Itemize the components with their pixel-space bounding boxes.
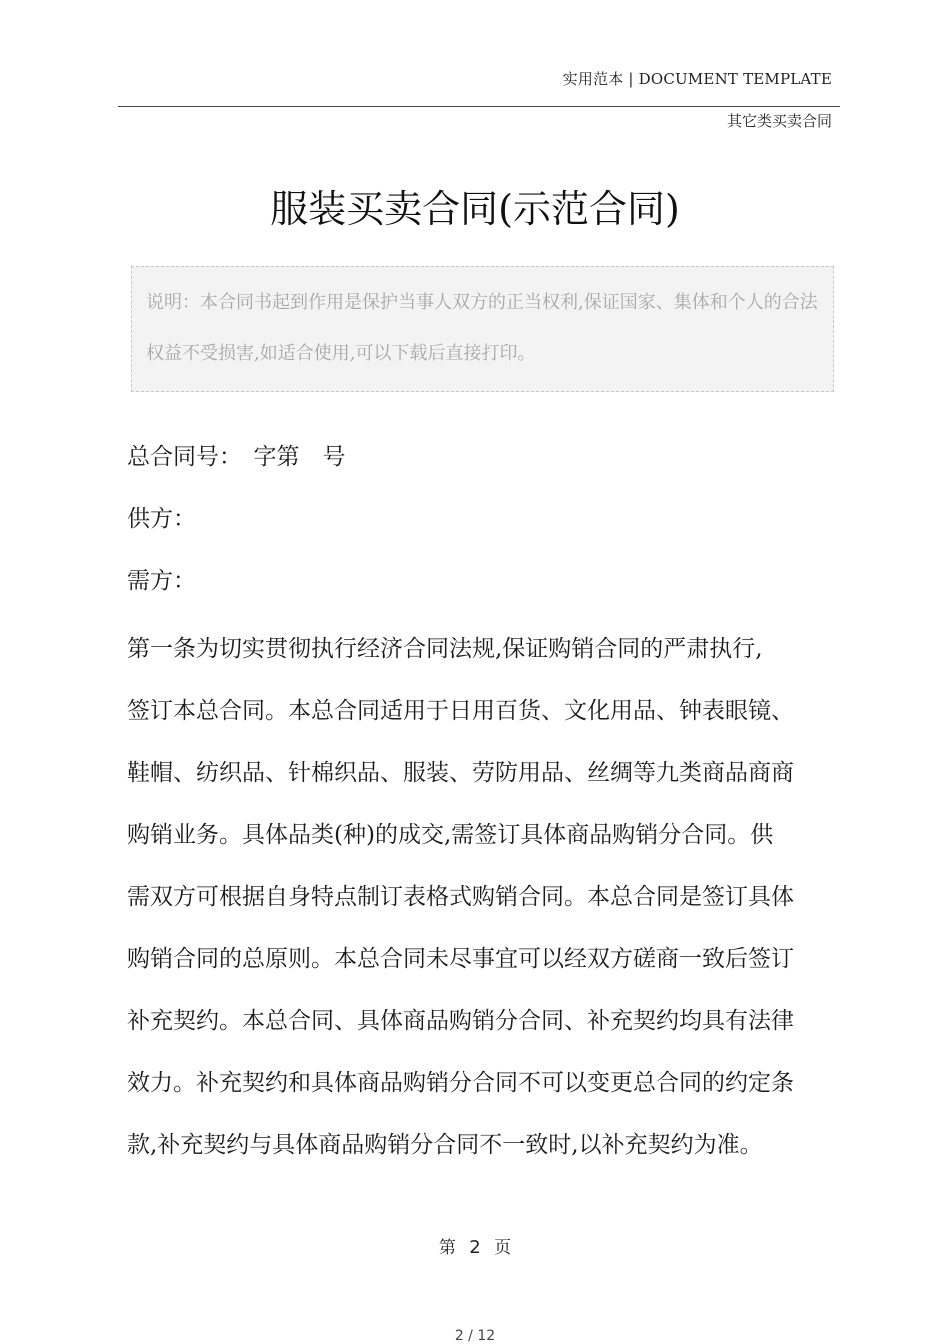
note-box bbox=[131, 266, 834, 392]
page-suffix: 页 bbox=[494, 1238, 512, 1258]
clause-line: 第一条为切实贯彻执行经济合同法规,保证购销合同的严肃执行, bbox=[127, 636, 763, 662]
clause-line: 签订本总合同。本总合同适用于日用百货、文化用品、钟表眼镜、 bbox=[127, 698, 794, 724]
header-brand: 实用范本 | DOCUMENT TEMPLATE bbox=[562, 70, 832, 88]
document-title: 服装买卖合同(示范合同) bbox=[270, 187, 680, 231]
supplier-field: 供方： bbox=[127, 506, 196, 532]
page-number-value: 2 bbox=[469, 1237, 481, 1258]
clause-line: 款,补充契约与具体商品购销分合同不一致时,以补充契约为准。 bbox=[127, 1132, 763, 1158]
page-prefix: 第 bbox=[438, 1238, 456, 1258]
clause-line: 效力。补充契约和具体商品购销分合同不可以变更总合同的约定条 bbox=[127, 1070, 794, 1096]
clause-line: 鞋帽、纺织品、针棉织品、服装、劳防用品、丝绸等九类商品商商 bbox=[127, 760, 794, 786]
clause-line: 需双方可根据自身特点制订表格式购销合同。本总合同是签订具体 bbox=[127, 884, 794, 910]
viewer-page-indicator: 2 / 12 bbox=[454, 1328, 496, 1344]
contract-number-field: 总合同号： 字第 号 bbox=[127, 444, 346, 470]
clause-line: 购销合同的总原则。本总合同未尽事宜可以经双方磋商一致后签订 bbox=[127, 946, 794, 972]
clause-line: 补充契约。本总合同、具体商品购销分合同、补充契约均具有法律 bbox=[127, 1008, 794, 1034]
buyer-field: 需方： bbox=[127, 568, 196, 594]
page-number bbox=[0, 1233, 950, 1258]
header-category: 其它类买卖合同 bbox=[726, 112, 832, 130]
clause-one bbox=[127, 618, 839, 1176]
note-text: 说明：本合同书起到作用是保护当事人双方的正当权利,保证国家、集体和个人的合法权益不受损害,如适合使用,可以下载后直接打印。 bbox=[146, 292, 818, 364]
header-divider bbox=[118, 106, 840, 107]
clause-line: 购销业务。具体品类(种)的成交,需签订具体商品购销分合同。供 bbox=[127, 822, 774, 848]
